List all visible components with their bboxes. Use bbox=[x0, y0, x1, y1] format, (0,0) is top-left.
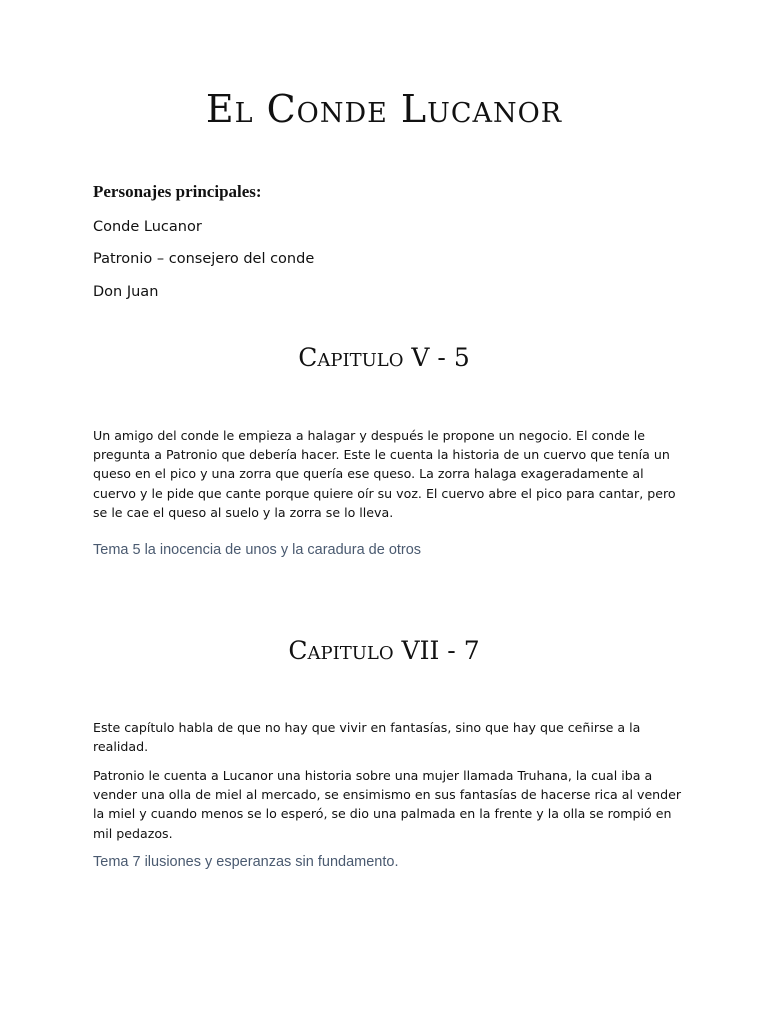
character-item: Conde Lucanor bbox=[93, 219, 202, 235]
chapter-7-summary: Patronio le cuenta a Lucanor una historia sobre una mujer llamada Truhana, la cual iba a vender una olla de miel al mercado, se ensimismo en sus fantasías de hacerse rica al vender la miel y cuando menos se lo esperó, se dio una palmada en la frente y la olla se rompió en mil pedazos. bbox=[93, 768, 682, 841]
chapter-5-summary: Un amigo del conde le empieza a halagar y después le propone un negocio. El conde le pregunta a Patronio que debería hacer. Este le cuenta la historia de un cuervo que tenía un queso en el pico y una zorra que quería ese queso. La zorra halaga exageradamente al cuervo y le pide que cante porque quiere oír su voz. El cuervo abre el pico para cantar, pero se le cae el queso al suelo y la zorra se lo lleva. bbox=[93, 428, 676, 520]
page-title: El Conde Lucanor bbox=[205, 87, 563, 131]
chapter-heading-5: Capitulo V - 5 bbox=[298, 343, 470, 372]
chapter-7-theme: Tema 7 ilusiones y esperanzas sin fundamento. bbox=[93, 854, 399, 870]
chapter-7-intro: Este capítulo habla de que no hay que vivir en fantasías, sino que hay que ceñirse a la realidad. bbox=[93, 720, 641, 755]
characters-heading: Personajes principales: bbox=[93, 182, 262, 201]
character-item: Don Juan bbox=[93, 284, 159, 300]
chapter-heading-7: Capitulo VII - 7 bbox=[288, 636, 480, 665]
character-item: Patronio – consejero del conde bbox=[93, 251, 315, 267]
chapter-5-theme: Tema 5 la inocencia de unos y la caradura de otros bbox=[93, 542, 422, 558]
